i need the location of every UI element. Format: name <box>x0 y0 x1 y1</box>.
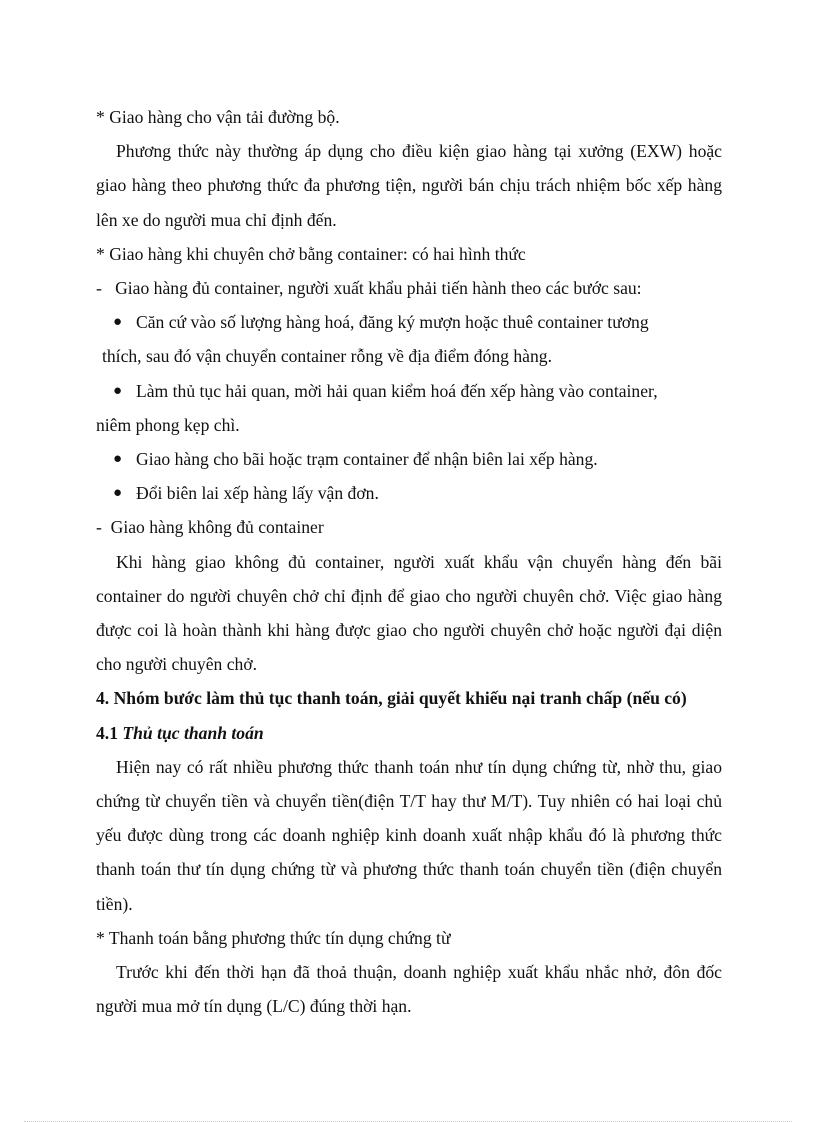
dash-marker: - <box>96 278 102 299</box>
paragraph-lc-heading: * Thanh toán bằng phương thức tín dụng chứng từ <box>96 927 451 948</box>
bullet-text: Đổi biên lai xếp hàng lấy vận đơn. <box>136 483 379 504</box>
paragraph-lc-reminder: Trước khi đến thời hạn đã thoả thuận, doanh nghiệp xuất khẩu nhắc nhở, đôn đốc người mua mở tín dụng (L/C) đúng thời hạn. <box>96 962 722 1017</box>
dash-item-full-container <box>96 271 722 305</box>
subsection-number: 4.1 <box>96 722 123 743</box>
bullet-icon: ● <box>112 451 122 468</box>
dash-marker: - <box>96 517 102 538</box>
dash-item-text: Giao hàng đủ container, người xuất khẩu phải tiến hành theo các bước sau: <box>115 278 642 299</box>
paragraph-road-delivery: Phương thức này thường áp dụng cho điều kiện giao hàng tại xưởng (EXW) hoặc giao hàng theo phương thức đa phương tiện, người bán chịu trách nhiệm bốc xếp hàng lên xe do người mua chỉ định đến. <box>96 141 722 230</box>
subsection-heading-4-1 <box>96 716 722 750</box>
bullet-icon: ● <box>112 485 122 502</box>
bullet-item-2 <box>96 374 722 408</box>
dash-item-partial-container <box>96 510 722 544</box>
bullet-item-1-continuation: thích, sau đó vận chuyển container rỗng về địa điểm đóng hàng. <box>102 346 552 367</box>
paragraph-container-heading: * Giao hàng khi chuyên chở bằng container: có hai hình thức <box>96 243 526 264</box>
bullet-icon: ● <box>112 382 122 399</box>
dash-item-text: Giao hàng không đủ container <box>110 517 324 538</box>
bullet-text: Căn cứ vào số lượng hàng hoá, đăng ký mượn hoặc thuê container tương <box>136 312 649 333</box>
document-page <box>96 100 722 1023</box>
section-heading-4: 4. Nhóm bước làm thủ tục thanh toán, giải quyết khiếu nại tranh chấp (nếu có) <box>96 688 687 709</box>
bullet-item-4 <box>96 476 722 510</box>
subsection-title: Thủ tục thanh toán <box>122 722 264 743</box>
bullet-item-3 <box>96 442 722 476</box>
page-bottom-border <box>24 1121 792 1122</box>
paragraph-partial-container: Khi hàng giao không đủ container, người xuất khẩu vận chuyển hàng đến bãi container do người chuyên chở chỉ định để giao cho người chuyên chở. Việc giao hàng được coi là hoàn thành khi hàng được giao cho người chuyên chở hoặc người đại diện cho người chuyên chở. <box>96 551 722 675</box>
paragraph-road-delivery-heading: * Giao hàng cho vận tải đường bộ. <box>96 107 340 127</box>
bullet-icon: ● <box>112 314 122 331</box>
bullet-item-1 <box>96 305 722 339</box>
paragraph-payment-methods: Hiện nay có rất nhiều phương thức thanh toán như tín dụng chứng từ, nhờ thu, giao chứng từ chuyển tiền và chuyển tiền(điện T/T hay thư M/T). Tuy nhiên có hai loại chủ yếu được dùng trong các doanh nghiệp kinh doanh xuất nhập khẩu đó là phương thức thanh toán thư tín dụng chứng từ và phương thức thanh toán chuyển tiền (điện chuyển tiền). <box>96 756 722 914</box>
bullet-text: Làm thủ tục hải quan, mời hải quan kiểm hoá đến xếp hàng vào container, <box>136 380 658 401</box>
bullet-text: Giao hàng cho bãi hoặc trạm container để nhận biên lai xếp hàng. <box>136 449 598 470</box>
bullet-item-2-continuation: niêm phong kẹp chì. <box>96 414 240 435</box>
